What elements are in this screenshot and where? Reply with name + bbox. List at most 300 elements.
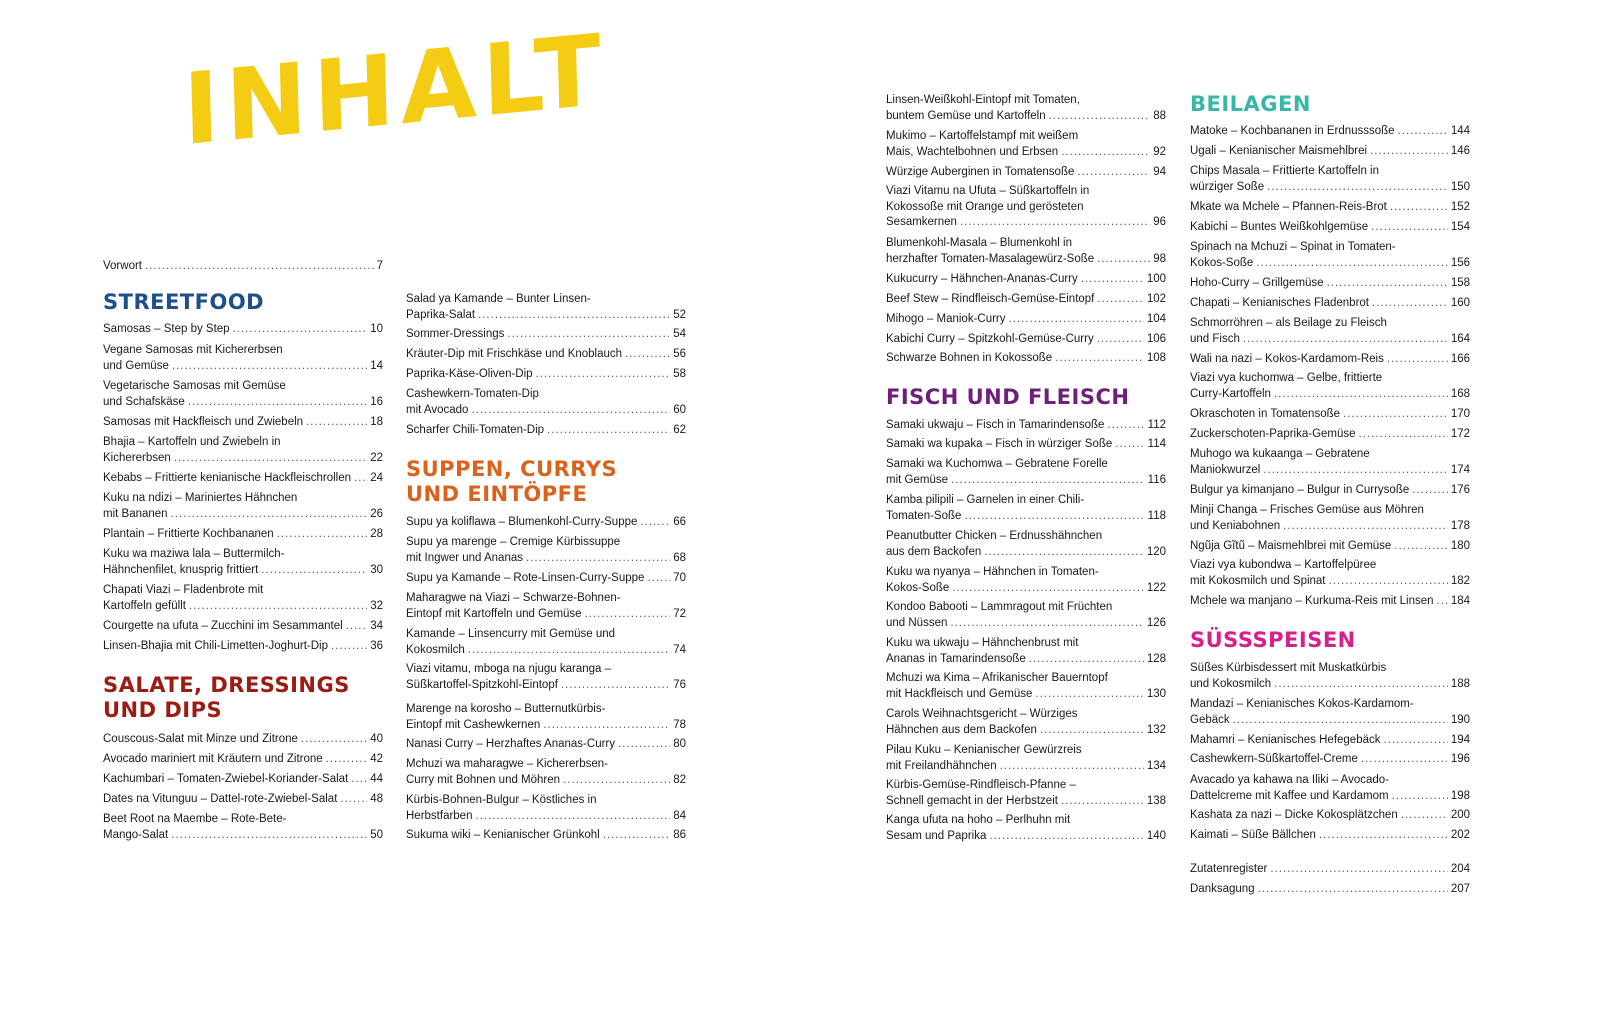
toc-entry[interactable]: [1190, 447, 1470, 478]
toc-entry-title: Kokos-Soße: [886, 581, 950, 594]
toc-entry[interactable]: [406, 828, 686, 844]
toc-entry[interactable]: [1190, 862, 1470, 878]
toc-entry-page: 184: [1450, 595, 1470, 607]
toc-entry-title: Sesamkernen: [886, 216, 957, 228]
toc-entry[interactable]: [886, 457, 1166, 488]
toc-entry-title: Avacado ya kahawa na Iliki – Avocado-: [1190, 774, 1390, 786]
toc-entry[interactable]: [1190, 371, 1470, 402]
toc-entry[interactable]: [1190, 240, 1470, 271]
toc-entry[interactable]: [886, 671, 1166, 702]
toc-entry[interactable]: [103, 343, 383, 374]
toc-entry-title: Mkate wa Mchele – Pfannen-Reis-Brot: [1190, 201, 1387, 213]
toc-entry[interactable]: [1190, 124, 1470, 140]
toc-entry-title: Scharfer Chili-Tomaten-Dip: [406, 424, 545, 436]
toc-entry-title: Supu ya Kamande – Rote-Linsen-Curry-Suppe: [406, 572, 645, 584]
toc-entry[interactable]: [886, 236, 1166, 267]
toc-entry[interactable]: [1190, 882, 1470, 898]
toc-entry[interactable]: [406, 793, 686, 824]
toc-entry-page: 178: [1450, 519, 1470, 532]
dot-leader: [172, 359, 367, 375]
toc-entry-page: 32: [370, 599, 383, 612]
toc-entry-page: 150: [1450, 180, 1470, 193]
toc-entry[interactable]: [1190, 276, 1470, 292]
toc-entry-title: Curry-Kartoffeln: [1190, 387, 1271, 400]
toc-entry[interactable]: [1190, 503, 1470, 534]
dot-leader: [1372, 296, 1448, 312]
toc-entry-page: 24: [370, 472, 383, 484]
toc-entry-page: 68: [673, 551, 686, 564]
toc-entry-title: Kürbis-Gemüse-Rindfleisch-Pfanne –: [886, 779, 1076, 791]
toc-entry-title: Hähnchen aus dem Backofen: [886, 723, 1037, 736]
dot-leader: [1263, 463, 1448, 479]
toc-entry[interactable]: [886, 493, 1166, 524]
dot-leader: [603, 828, 671, 844]
toc-entry-page: 154: [1450, 221, 1470, 233]
toc-entry-title: Muhogo wa kukaanga – Gebratene: [1190, 448, 1370, 460]
toc-entry-page: 70: [673, 572, 686, 584]
dot-leader: [233, 322, 368, 338]
toc-entry-title: Viazi Vitamu na Ufuta – Süßkartoffeln in: [886, 185, 1090, 197]
toc-entry-page: 100: [1146, 273, 1166, 285]
dot-leader: [1243, 332, 1448, 348]
toc-entry[interactable]: [406, 627, 686, 658]
toc-entry[interactable]: [406, 347, 686, 363]
toc-entry[interactable]: [406, 515, 686, 531]
toc-entry-title: Peanutbutter Chicken – Erdnusshähnchen: [886, 530, 1103, 542]
toc-entry-title: mit Ingwer und Ananas: [406, 551, 523, 564]
toc-entry[interactable]: [1190, 483, 1470, 499]
toc-entry[interactable]: [886, 129, 1166, 160]
toc-entry-title: Süßes Kürbisdessert mit Muskatkürbis: [1190, 662, 1387, 674]
toc-entry-title: Dattelcreme mit Kaffee und Kardamom: [1190, 789, 1389, 802]
toc-entry-page: 146: [1450, 145, 1470, 157]
toc-entry-page: 130: [1146, 687, 1166, 700]
toc-entry-page: 78: [673, 718, 686, 731]
toc-entry-title: Kamba pilipili – Garnelen in einer Chili-: [886, 494, 1085, 506]
dot-leader: [536, 367, 671, 383]
toc-entry-title: Schnell gemacht in der Herbstzeit: [886, 794, 1058, 807]
section-heading-line: SUPPEN, CURRYS: [406, 457, 618, 481]
toc-entry[interactable]: [886, 272, 1166, 288]
toc-entry-title: Sommer-Dressings: [406, 328, 505, 340]
dot-leader: [171, 828, 367, 844]
toc-entry[interactable]: [406, 367, 686, 383]
toc-entry[interactable]: [103, 322, 383, 338]
toc-entry[interactable]: [406, 423, 686, 439]
toc-entry-title: Herbstfarben: [406, 809, 473, 822]
toc-entry-page: 160: [1450, 297, 1470, 309]
toc-entry[interactable]: [103, 415, 383, 431]
toc-entry-title: Wali na nazi – Kokos-Kardamom-Reis: [1190, 353, 1384, 365]
toc-entry-title: Samosas – Step by Step: [103, 323, 230, 335]
toc-entry-title: Schwarze Bohnen in Kokossoße: [886, 352, 1053, 364]
toc-entry-title: Dates na Vitunguu – Dattel-rote-Zwiebel-Salat: [103, 793, 338, 805]
toc-entry-page: 156: [1450, 256, 1470, 269]
toc-entry[interactable]: [103, 772, 383, 788]
toc-entry-title: Ugali – Kenianischer Maismehlbrei: [1190, 145, 1368, 157]
toc-entry[interactable]: [103, 812, 383, 843]
dot-leader: [189, 599, 367, 615]
toc-entry-title: Avocado mariniert mit Kräutern und Zitrone: [103, 753, 323, 765]
toc-entry[interactable]: [886, 332, 1166, 348]
toc-entry-title: Beef Stew – Rindfleisch-Gemüse-Eintopf: [886, 293, 1095, 305]
toc-entry[interactable]: [1190, 733, 1470, 749]
toc-entry[interactable]: [103, 491, 383, 522]
toc-entry-page: 196: [1450, 753, 1470, 765]
toc-entry-title: Chapati Viazi – Fladenbrote mit: [103, 584, 264, 596]
toc-entry[interactable]: [1190, 808, 1470, 824]
toc-entry[interactable]: [886, 600, 1166, 631]
toc-entry-page: 122: [1146, 581, 1166, 594]
toc-entry[interactable]: [1190, 427, 1470, 443]
toc-entry[interactable]: [1190, 144, 1470, 160]
toc-entry-title: Würzige Auberginen in Tomatensoße: [886, 166, 1075, 178]
toc-entry-page: 182: [1450, 574, 1470, 587]
toc-entry-title: Mihogo – Maniok-Curry: [886, 313, 1006, 325]
section-heading: [103, 673, 393, 723]
toc-entry-title: Blumenkohl-Masala – Blumenkohl in: [886, 237, 1073, 249]
dot-leader: [547, 423, 670, 439]
toc-entry-page: 132: [1146, 723, 1166, 736]
dot-leader: [543, 718, 670, 734]
dot-leader: [468, 643, 670, 659]
toc-entry-title: Paprika-Käse-Oliven-Dip: [406, 368, 533, 380]
toc-entry-title: Courgette na ufuta – Zucchini im Sesammantel: [103, 620, 343, 632]
toc-entry[interactable]: [886, 93, 1166, 124]
toc-entry-title: Danksagung: [1190, 883, 1255, 895]
toc-entry-title: und Gemüse: [103, 359, 169, 372]
toc-entry-title: Viazi vya kubondwa – Kartoffelpüree: [1190, 559, 1377, 571]
section-heading-line: UND DIPS: [103, 698, 223, 722]
toc-entry-page: 200: [1450, 809, 1470, 821]
toc-entry-title: Süßkartoffel-Spitzkohl-Eintopf: [406, 678, 558, 691]
toc-entry-title: Chips Masala – Frittierte Kartoffeln in: [1190, 165, 1379, 177]
section-heading: [406, 457, 696, 507]
dot-leader: [951, 473, 1145, 489]
toc-entry-page: 18: [370, 416, 383, 428]
dot-leader: [561, 678, 670, 694]
toc-entry-title: mit Bananen: [103, 507, 168, 520]
dot-leader: [1398, 124, 1448, 140]
toc-entry-title: herzhafter Tomaten-Masalagewürz-Soße: [886, 252, 1095, 265]
dot-leader: [478, 308, 670, 324]
toc-entry[interactable]: [406, 535, 686, 566]
dot-leader: [1107, 418, 1144, 434]
toc-entry[interactable]: [103, 259, 383, 275]
toc-entry-page: 44: [370, 773, 383, 785]
dot-leader: [1371, 220, 1448, 236]
toc-entry[interactable]: [886, 743, 1166, 774]
toc-entry[interactable]: [103, 471, 383, 487]
toc-entry[interactable]: [1190, 316, 1470, 347]
toc-entry[interactable]: [103, 619, 383, 635]
toc-entry-title: Chapati – Kenianisches Fladenbrot: [1190, 297, 1370, 309]
toc-entry-page: 112: [1147, 419, 1166, 431]
dot-leader: [1359, 427, 1448, 443]
toc-entry[interactable]: [103, 639, 383, 655]
toc-entry-title: mit Avocado: [406, 403, 469, 416]
toc-entry[interactable]: [406, 662, 686, 693]
toc-entry[interactable]: [1190, 661, 1470, 692]
toc-entry-page: 80: [673, 738, 686, 750]
dot-leader: [1009, 312, 1144, 328]
toc-entry[interactable]: [103, 752, 383, 768]
toc-entry-title: Eintopf mit Kartoffeln und Gemüse: [406, 607, 582, 620]
toc-entry[interactable]: [886, 636, 1166, 667]
toc-entry-title: Cashewkern-Süßkartoffel-Creme: [1190, 753, 1358, 765]
toc-entry-title: Kukucurry – Hähnchen-Ananas-Curry: [886, 273, 1078, 285]
toc-entry-title: Kokos-Soße: [1190, 256, 1254, 269]
toc-entry-page: 14: [370, 359, 383, 372]
toc-entry[interactable]: [1190, 828, 1470, 844]
dot-leader: [1387, 352, 1448, 368]
section-heading: [1190, 628, 1480, 653]
toc-entry[interactable]: [886, 565, 1166, 596]
dot-leader: [1390, 200, 1448, 216]
toc-entry-page: 96: [1153, 216, 1166, 228]
toc-entry-page: 16: [370, 395, 383, 408]
toc-entry-title: Mango-Salat: [103, 828, 169, 841]
toc-entry[interactable]: [886, 351, 1166, 367]
toc-entry-title: Plantain – Frittierte Kochbananen: [103, 528, 274, 540]
toc-entry-title: Maniokwurzel: [1190, 463, 1261, 476]
dot-leader: [171, 507, 368, 523]
toc-entry-title: Minji Changa – Frisches Gemüse aus Möhren: [1190, 504, 1424, 516]
toc-entry[interactable]: [103, 379, 383, 410]
dot-leader: [563, 773, 670, 789]
toc-entry-page: 172: [1450, 428, 1470, 440]
toc-entry-page: 204: [1450, 863, 1470, 875]
dot-leader: [145, 259, 374, 275]
dot-leader: [647, 571, 670, 587]
toc-entry-page: 144: [1450, 125, 1470, 137]
toc-entry[interactable]: [1190, 296, 1470, 312]
toc-entry-page: 60: [673, 403, 686, 416]
section-heading: [886, 385, 1176, 410]
toc-entry-title: Pilau Kuku – Kenianischer Gewürzreis: [886, 744, 1082, 756]
toc-entry-title: Kebabs – Frittierte kenianische Hackfleischrollen: [103, 472, 352, 484]
toc-entry-title: Hähnchenfilet, knusprig frittiert: [103, 563, 259, 576]
dot-leader: [346, 619, 368, 635]
toc-entry[interactable]: [103, 435, 383, 466]
toc-entry-page: 164: [1450, 332, 1470, 345]
dot-leader: [174, 451, 367, 467]
toc-entry-title: Zutatenregister: [1190, 863, 1268, 875]
toc-entry[interactable]: [886, 707, 1166, 738]
toc-entry[interactable]: [886, 529, 1166, 560]
toc-entry[interactable]: [886, 292, 1166, 308]
toc-entry-title: und Keniabohnen: [1190, 519, 1281, 532]
toc-entry-title: Samosas mit Hackfleisch und Zwiebeln: [103, 416, 304, 428]
toc-entry-title: Kamande – Linsencurry mit Gemüse und: [406, 628, 616, 640]
dot-leader: [618, 737, 670, 753]
toc-entry[interactable]: [406, 387, 686, 418]
toc-entry[interactable]: [103, 792, 383, 808]
section-heading: [1190, 92, 1480, 117]
toc-entry-title: Mandazi – Kenianisches Kokos-Kardamom-: [1190, 698, 1414, 710]
toc-entry[interactable]: [406, 591, 686, 622]
toc-entry-title: Vorwort: [103, 260, 142, 272]
toc-entry-title: Kartoffeln gefüllt: [103, 599, 186, 612]
toc-entry[interactable]: [406, 571, 686, 587]
toc-entry-title: Beet Root na Maembe – Rote-Bete-: [103, 813, 287, 825]
dot-leader: [475, 809, 670, 825]
toc-entry[interactable]: [406, 757, 686, 788]
toc-entry-title: Mchele wa manjano – Kurkuma-Reis mit Linsen: [1190, 595, 1434, 607]
toc-entry-page: 116: [1147, 473, 1166, 486]
toc-entry-title: Kachumbari – Tomaten-Zwiebel-Koriander-Salat: [103, 773, 349, 785]
toc-entry-title: und Kokosmilch: [1190, 677, 1272, 690]
dot-leader: [950, 616, 1143, 632]
toc-entry-title: Mukimo – Kartoffelstampf mit weißem: [886, 130, 1079, 142]
dot-leader: [351, 772, 367, 788]
toc-entry[interactable]: [886, 165, 1166, 181]
toc-entry-page: 102: [1146, 293, 1166, 305]
toc-entry-page: 30: [370, 563, 383, 576]
toc-entry-title: Zuckerschoten-Paprika-Gemüse: [1190, 428, 1356, 440]
toc-entry-title: Kashata za nazi – Dicke Kokosplätzchen: [1190, 809, 1398, 821]
dot-leader: [306, 415, 367, 431]
toc-entry-page: 106: [1146, 333, 1166, 345]
toc-entry-title: Kaimati – Süße Bällchen: [1190, 829, 1316, 841]
toc-entry-title: Marenge na korosho – Butternutkürbis-: [406, 703, 606, 715]
toc-entry-title: Kürbis-Bohnen-Bulgur – Köstliches in: [406, 794, 597, 806]
dot-leader: [964, 509, 1144, 525]
toc-entry[interactable]: [406, 737, 686, 753]
toc-entry[interactable]: [406, 702, 686, 733]
dot-leader: [1267, 180, 1448, 196]
toc-entry-title: Mais, Wachtelbohnen und Erbsen: [886, 145, 1059, 158]
dot-leader: [1343, 407, 1448, 423]
toc-entry-page: 82: [673, 773, 686, 786]
toc-entry-page: 152: [1450, 201, 1470, 213]
toc-entry[interactable]: [1190, 164, 1470, 195]
dot-leader: [1329, 574, 1448, 590]
toc-entry-title: und Nüssen: [886, 616, 948, 629]
toc-entry-title: mit Kokosmilch und Spinat: [1190, 574, 1326, 587]
toc-entry-title: Sesam und Paprika: [886, 829, 987, 842]
toc-entry[interactable]: [406, 292, 686, 323]
dot-leader: [1077, 165, 1150, 181]
toc-entry-title: Tomaten-Soße: [886, 509, 962, 522]
toc-entry-page: 198: [1450, 789, 1470, 802]
toc-entry[interactable]: [1190, 558, 1470, 589]
toc-entry[interactable]: [886, 437, 1166, 453]
toc-entry[interactable]: [103, 547, 383, 578]
toc-entry[interactable]: [886, 184, 1166, 231]
dot-leader: [1029, 652, 1144, 668]
toc-entry-title: Couscous-Salat mit Minze und Zitrone: [103, 733, 298, 745]
section-heading-line: STREETFOOD: [103, 290, 265, 314]
toc-entry-title: Vegane Samosas mit Kichererbsen: [103, 344, 283, 356]
toc-entry[interactable]: [103, 527, 383, 543]
toc-entry-page: 42: [370, 753, 383, 765]
toc-entry-page: 158: [1450, 277, 1470, 289]
dot-leader: [1283, 519, 1448, 535]
toc-entry[interactable]: [1190, 697, 1470, 728]
toc-entry[interactable]: [103, 583, 383, 614]
toc-entry[interactable]: [1190, 752, 1470, 768]
toc-entry-title: Carols Weihnachtsgericht – Würziges: [886, 708, 1078, 720]
dot-leader: [625, 347, 670, 363]
dot-leader: [526, 551, 670, 567]
toc-entry-page: 108: [1146, 352, 1166, 364]
toc-entry-title: Eintopf mit Cashewkernen: [406, 718, 541, 731]
toc-entry[interactable]: [1190, 407, 1470, 423]
dot-leader: [1258, 882, 1448, 898]
toc-entry-page: 138: [1146, 794, 1166, 807]
toc-entry-title: Kichererbsen: [103, 451, 171, 464]
dot-leader: [1061, 145, 1150, 161]
toc-entry-page: 74: [673, 643, 686, 656]
dot-leader: [1361, 752, 1448, 768]
toc-entry[interactable]: [1190, 200, 1470, 216]
toc-entry[interactable]: [406, 327, 686, 343]
toc-entry[interactable]: [1190, 539, 1470, 555]
toc-entry[interactable]: [1190, 220, 1470, 236]
toc-entry[interactable]: [886, 778, 1166, 809]
toc-entry-title: Bhajia – Kartoffeln und Zwiebeln in: [103, 436, 281, 448]
toc-entry-page: 92: [1153, 145, 1166, 158]
dot-leader: [960, 215, 1150, 231]
toc-entry-page: 58: [673, 368, 686, 380]
dot-leader: [1115, 437, 1144, 453]
toc-entry-page: 10: [370, 323, 383, 335]
dot-leader: [340, 792, 367, 808]
toc-entry-page: 40: [370, 733, 383, 745]
toc-entry-title: Curry mit Bohnen und Möhren: [406, 773, 561, 786]
toc-entry-page: 7: [376, 260, 383, 272]
toc-entry-title: mit Hackfleisch und Gemüse: [886, 687, 1033, 700]
section-heading-line: BEILAGEN: [1190, 92, 1311, 116]
toc-entry[interactable]: [886, 813, 1166, 844]
toc-entry-title: mit Freilandhähnchen: [886, 759, 997, 772]
dot-leader: [1097, 332, 1144, 348]
dot-leader: [952, 581, 1144, 597]
toc-entry[interactable]: [886, 312, 1166, 328]
toc-entry-page: 134: [1146, 759, 1166, 772]
toc-entry-page: 28: [370, 528, 383, 540]
toc-entry-page: 76: [673, 678, 686, 691]
toc-entry-page: 84: [673, 809, 686, 822]
toc-entry-page: 168: [1450, 387, 1470, 400]
toc-entry-page: 188: [1450, 677, 1470, 690]
toc-entry-title: Supu ya koliflawa – Blumenkohl-Curry-Suppe: [406, 516, 638, 528]
toc-entry-page: 94: [1153, 166, 1166, 178]
toc-entry[interactable]: [1190, 594, 1470, 610]
toc-entry-title: und Fisch: [1190, 332, 1240, 345]
toc-entry-title: Mchuzi wa Kima – Afrikanischer Bauerntopf: [886, 672, 1108, 684]
toc-entry-title: Vegetarische Samosas mit Gemüse: [103, 380, 286, 392]
section-heading-line: FISCH UND FLEISCH: [886, 385, 1130, 409]
dot-leader: [326, 752, 368, 768]
toc-entry[interactable]: [886, 418, 1166, 434]
toc-entry-page: 86: [673, 829, 686, 841]
toc-entry-title: Kabichi Curry – Spitzkohl-Gemüse-Curry: [886, 333, 1094, 345]
toc-entry-title: Linsen-Bhajia mit Chili-Limetten-Joghurt-Dip: [103, 640, 328, 652]
toc-entry-title: Matoke – Kochbananen in Erdnusssoße: [1190, 125, 1395, 137]
toc-entry-page: 48: [370, 793, 383, 805]
toc-entry-title: Kuku wa ukwaju – Hähnchenbrust mit: [886, 637, 1079, 649]
dot-leader: [1327, 276, 1448, 292]
toc-entry[interactable]: [1190, 773, 1470, 804]
toc-entry[interactable]: [1190, 352, 1470, 368]
dot-leader: [1061, 794, 1144, 810]
toc-entry-title: Paprika-Salat: [406, 308, 476, 321]
toc-entry-page: 166: [1450, 353, 1470, 365]
toc-entry[interactable]: [103, 732, 383, 748]
dot-leader: [1412, 483, 1448, 499]
